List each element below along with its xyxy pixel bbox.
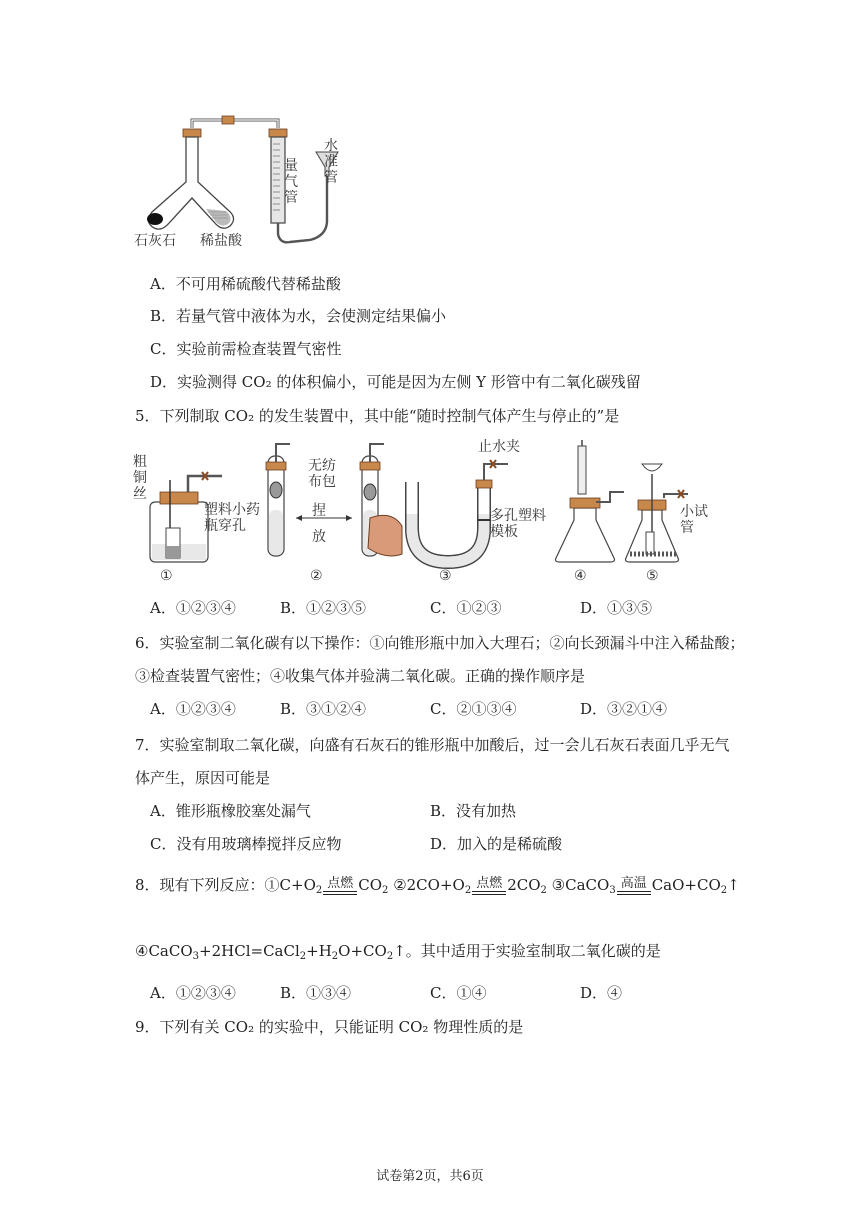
q7-option-b: B．没有加热 — [430, 802, 517, 820]
page-footer: 试卷第2页，共6页 — [376, 1169, 484, 1184]
q7-stem-line2: 体产生，原因可能是 — [135, 769, 271, 787]
q8-reactions-line2: $④CaCO_3+2HCl=CaCl_2+H_2O+CO_2↑$。其中适用于实验室制取二氧化碳的是 — [135, 942, 661, 962]
q6-option-d: D．③②①④ — [580, 700, 668, 718]
q4-option-b: B．若量气管中液体为水，会使测定结果偏小 — [150, 307, 447, 325]
q9-stem: 9．下列有关 CO₂ 的实验中，只能证明 CO₂ 物理性质的是 — [135, 1018, 524, 1036]
condition-ignite-1: 点燃 — [323, 877, 357, 895]
label-small-test-tube: 小试管 — [680, 504, 708, 536]
q6-option-c: C．②①③④ — [430, 700, 517, 718]
condition-high-temp: 高温 — [617, 877, 651, 895]
q4-option-a: A．不可用稀硫酸代替稀盐酸 — [150, 275, 341, 293]
label-dilute-hcl: 稀盐酸 — [200, 233, 242, 249]
q8-option-d: D．④ — [580, 984, 623, 1002]
q7-option-d: D．加入的是稀硫酸 — [430, 835, 563, 853]
label-water-clamp: 止水夹 — [478, 439, 520, 455]
label-cloth-bag: 无纺布包 — [308, 458, 336, 490]
q4-option-c: C．实验前需检查装置气密性 — [150, 340, 342, 358]
q6-option-b: B．③①②④ — [280, 700, 367, 718]
label-gas-measuring-tube: 量气管 — [284, 158, 298, 206]
label-copper-wire: 粗铜丝 — [133, 454, 147, 502]
label-release: 放 — [312, 529, 326, 545]
condition-ignite-2: 点燃 — [472, 877, 506, 895]
label-plastic-bottle: 塑料小药瓶穿孔 — [204, 502, 260, 534]
q4-option-d: D．实验测得 CO₂ 的体积偏小，可能是因为左侧 Y 形管中有二氧化碳残留 — [150, 373, 641, 391]
q6-option-a: A．①②③④ — [150, 700, 236, 718]
q8-option-c: C．①④ — [430, 984, 487, 1002]
apparatus-number-1: ① — [160, 568, 173, 584]
q7-option-c: C．没有用玻璃棒搅拌反应物 — [150, 835, 342, 853]
q5-option-b: B．①②③⑤ — [280, 599, 367, 617]
apparatus-number-5: ⑤ — [646, 568, 659, 584]
q5-option-d: D．①③⑤ — [580, 599, 653, 617]
q8-option-b: B．①③④ — [280, 984, 352, 1002]
q5-option-c: C．①②③ — [430, 599, 502, 617]
q6-stem-line2: ③检查装置气密性；④收集气体并验满二氧化碳。正确的操作顺序是 — [135, 667, 586, 685]
q5-option-a: A．①②③④ — [150, 599, 236, 617]
q8-option-a: A．①②③④ — [150, 984, 236, 1002]
q7-option-a: A．锥形瓶橡胶塞处漏气 — [150, 802, 311, 820]
label-porous-plate: 多孔塑料模板 — [490, 508, 546, 540]
apparatus-number-4: ④ — [574, 568, 587, 584]
apparatus-number-3: ③ — [439, 568, 452, 584]
q6-stem-line1: 6．实验室制二氧化碳有以下操作：①向锥形瓶中加入大理石；②向长颈漏斗中注入稀盐酸； — [135, 634, 745, 652]
q5-stem: 5．下列制取 CO₂ 的发生装置中，其中能“随时控制气体产生与停止的”是 — [135, 407, 620, 425]
q7-stem-line1: 7．实验室制取二氧化碳，向盛有石灰石的锥形瓶中加酸后，过一会儿石灰石表面几乎无气 — [135, 736, 730, 754]
q8-stem-tail: 。其中适用于实验室制取二氧化碳的是 — [405, 942, 661, 960]
apparatus-number-2: ② — [310, 568, 323, 584]
q8-lead: 8．现有下列反应： — [135, 876, 265, 894]
label-pinch: 捏 — [312, 503, 326, 519]
label-water-level-tube: 水准管 — [324, 138, 338, 186]
label-limestone: 石灰石 — [134, 233, 176, 249]
q8-reactions-line1: 8．现有下列反应：$①C+O_2$ 点燃 $CO_2$ $②2CO+O_2$ 点燃 $2CO_2$ ③CaCO$_3$ 高温 $CaO+CO_2↑$ — [135, 876, 740, 896]
